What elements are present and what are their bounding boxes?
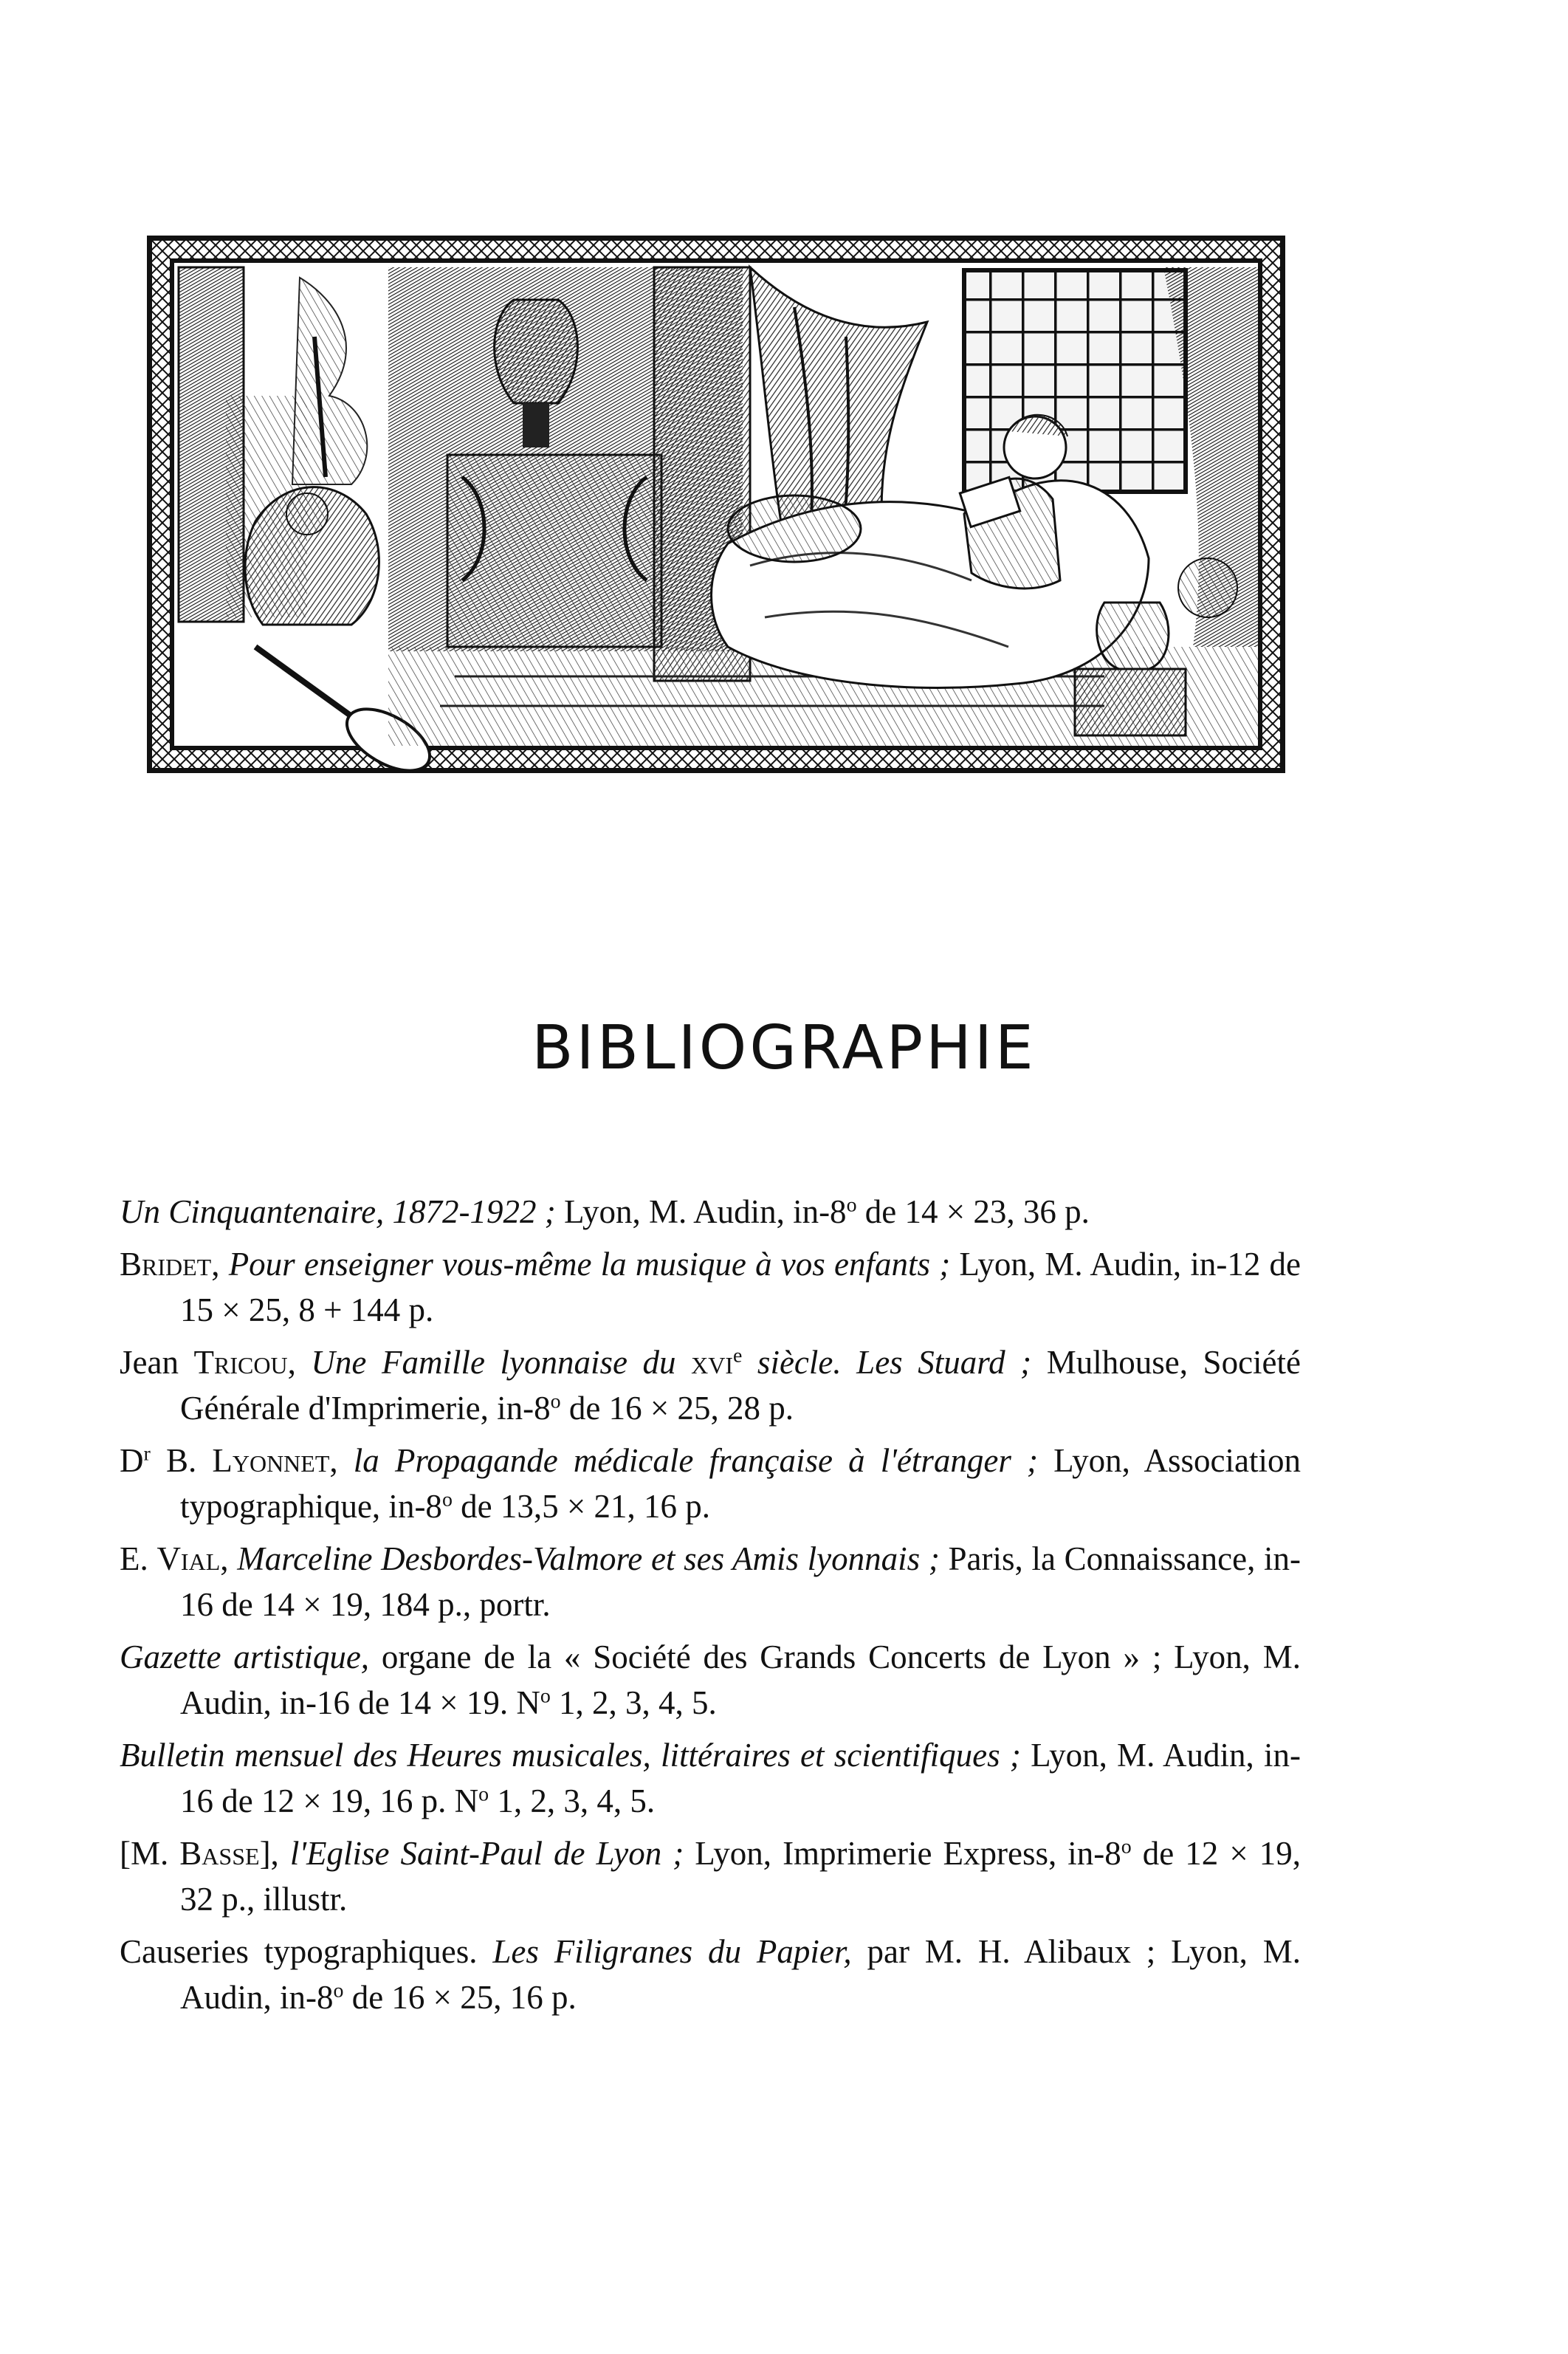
degree-mark: o — [441, 1488, 453, 1511]
entry-title: l'Eglise Saint-Paul de Lyon ; — [289, 1835, 684, 1872]
entry-author: Tricou, — [193, 1344, 296, 1381]
degree-mark: o — [846, 1193, 857, 1217]
entry-author: Bridet, — [120, 1246, 220, 1283]
entry-author-suffix: ], — [259, 1835, 279, 1872]
entry-details: organe de la « Société des Grands Concerts de Lyon » ; Lyon, M. Audin, in-16 de 14 × 19. N — [180, 1638, 1301, 1721]
list-item — [120, 1339, 1301, 1431]
entry-details: Lyon, Imprimerie Express, in-8 — [684, 1835, 1121, 1872]
page-title: BIBLIOGRAPHIE — [532, 1013, 1036, 1083]
entry-author: Basse — [179, 1835, 260, 1872]
entry-title: Les Filigranes du Papier, — [492, 1933, 852, 1970]
entry-details: 1, 2, 3, 4, 5. — [550, 1684, 717, 1721]
entry-author: Vial, — [157, 1540, 229, 1577]
entry-author-prefix: Jean — [120, 1344, 194, 1381]
entry-title: Un Cinquantenaire, 1872-1922 ; — [120, 1193, 556, 1230]
century-superscript: e — [732, 1344, 743, 1368]
degree-mark: o — [540, 1684, 551, 1708]
entry-series: Causeries typographiques. — [120, 1933, 493, 1970]
entry-author-prefix: D — [120, 1442, 144, 1479]
entry-author-prefix: [M. — [120, 1835, 180, 1872]
entry-details: Lyon, M. Audin, in-8 — [555, 1193, 847, 1230]
entry-details: de 14 × 23, 36 p. — [856, 1193, 1090, 1230]
entry-details: de 16 × 25, 28 p. — [560, 1390, 794, 1427]
degree-mark: o — [333, 1979, 344, 2003]
engraved-illustration — [145, 233, 1287, 775]
entry-title: Pour enseigner vous-même la musique à vos enfants ; — [228, 1246, 951, 1283]
entry-details: Lyon, M. Audin, in-12 de 15 × 25, 8 + 144 p. — [180, 1246, 1301, 1328]
entry-details: par M. H. Alibaux ; Lyon, M. Audin, in-8 — [180, 1933, 1301, 2016]
entry-details: de 16 × 25, 16 p. — [343, 1979, 577, 2016]
entry-title: Bulletin mensuel des Heures musicales, littéraires et scientifiques ; — [120, 1737, 1021, 1774]
entry-author-prefix: E. — [120, 1540, 157, 1577]
entry-author-initial: B. — [150, 1442, 213, 1479]
degree-mark: o — [550, 1390, 561, 1413]
list-item — [120, 1536, 1301, 1627]
degree-mark: o — [478, 1782, 489, 1806]
entry-details: de 12 × 19, 32 p., illustr. — [180, 1835, 1301, 1918]
entry-title: Marceline Desbordes-Valmore et ses Amis lyonnais ; — [237, 1540, 940, 1577]
entry-title: siècle. Les Stuard ; — [742, 1344, 1032, 1381]
list-item — [120, 1634, 1301, 1726]
list-item — [120, 1189, 1301, 1235]
list-item — [120, 1929, 1301, 2020]
entry-author: Lyonnet, — [212, 1442, 338, 1479]
entry-details: 1, 2, 3, 4, 5. — [489, 1782, 656, 1819]
entry-details: Mulhouse, Société Générale d'Imprimerie, in-8 — [180, 1344, 1301, 1427]
entry-title: Une Famille lyonnaise du — [311, 1344, 692, 1381]
century-numeral: xvi — [691, 1344, 733, 1381]
entry-details: Paris, la Connaissance, in-16 de 14 × 19, 184 p., portr. — [180, 1540, 1301, 1623]
list-item — [120, 1438, 1301, 1529]
entry-title: Gazette artistique, — [120, 1638, 370, 1675]
entry-details: Lyon, Association typographique, in-8 — [180, 1442, 1301, 1525]
list-item — [120, 1732, 1301, 1824]
entry-details: Lyon, M. Audin, in-16 de 12 × 19, 16 p. N — [180, 1737, 1301, 1819]
entry-title: la Propagande médicale française à l'étranger ; — [353, 1442, 1038, 1479]
title-superscript: r — [143, 1442, 151, 1466]
degree-mark: o — [1121, 1835, 1132, 1859]
bibliography-list — [120, 1189, 1301, 2027]
list-item — [120, 1241, 1301, 1333]
entry-details: de 13,5 × 21, 16 p. — [452, 1488, 710, 1525]
list-item — [120, 1830, 1301, 1922]
